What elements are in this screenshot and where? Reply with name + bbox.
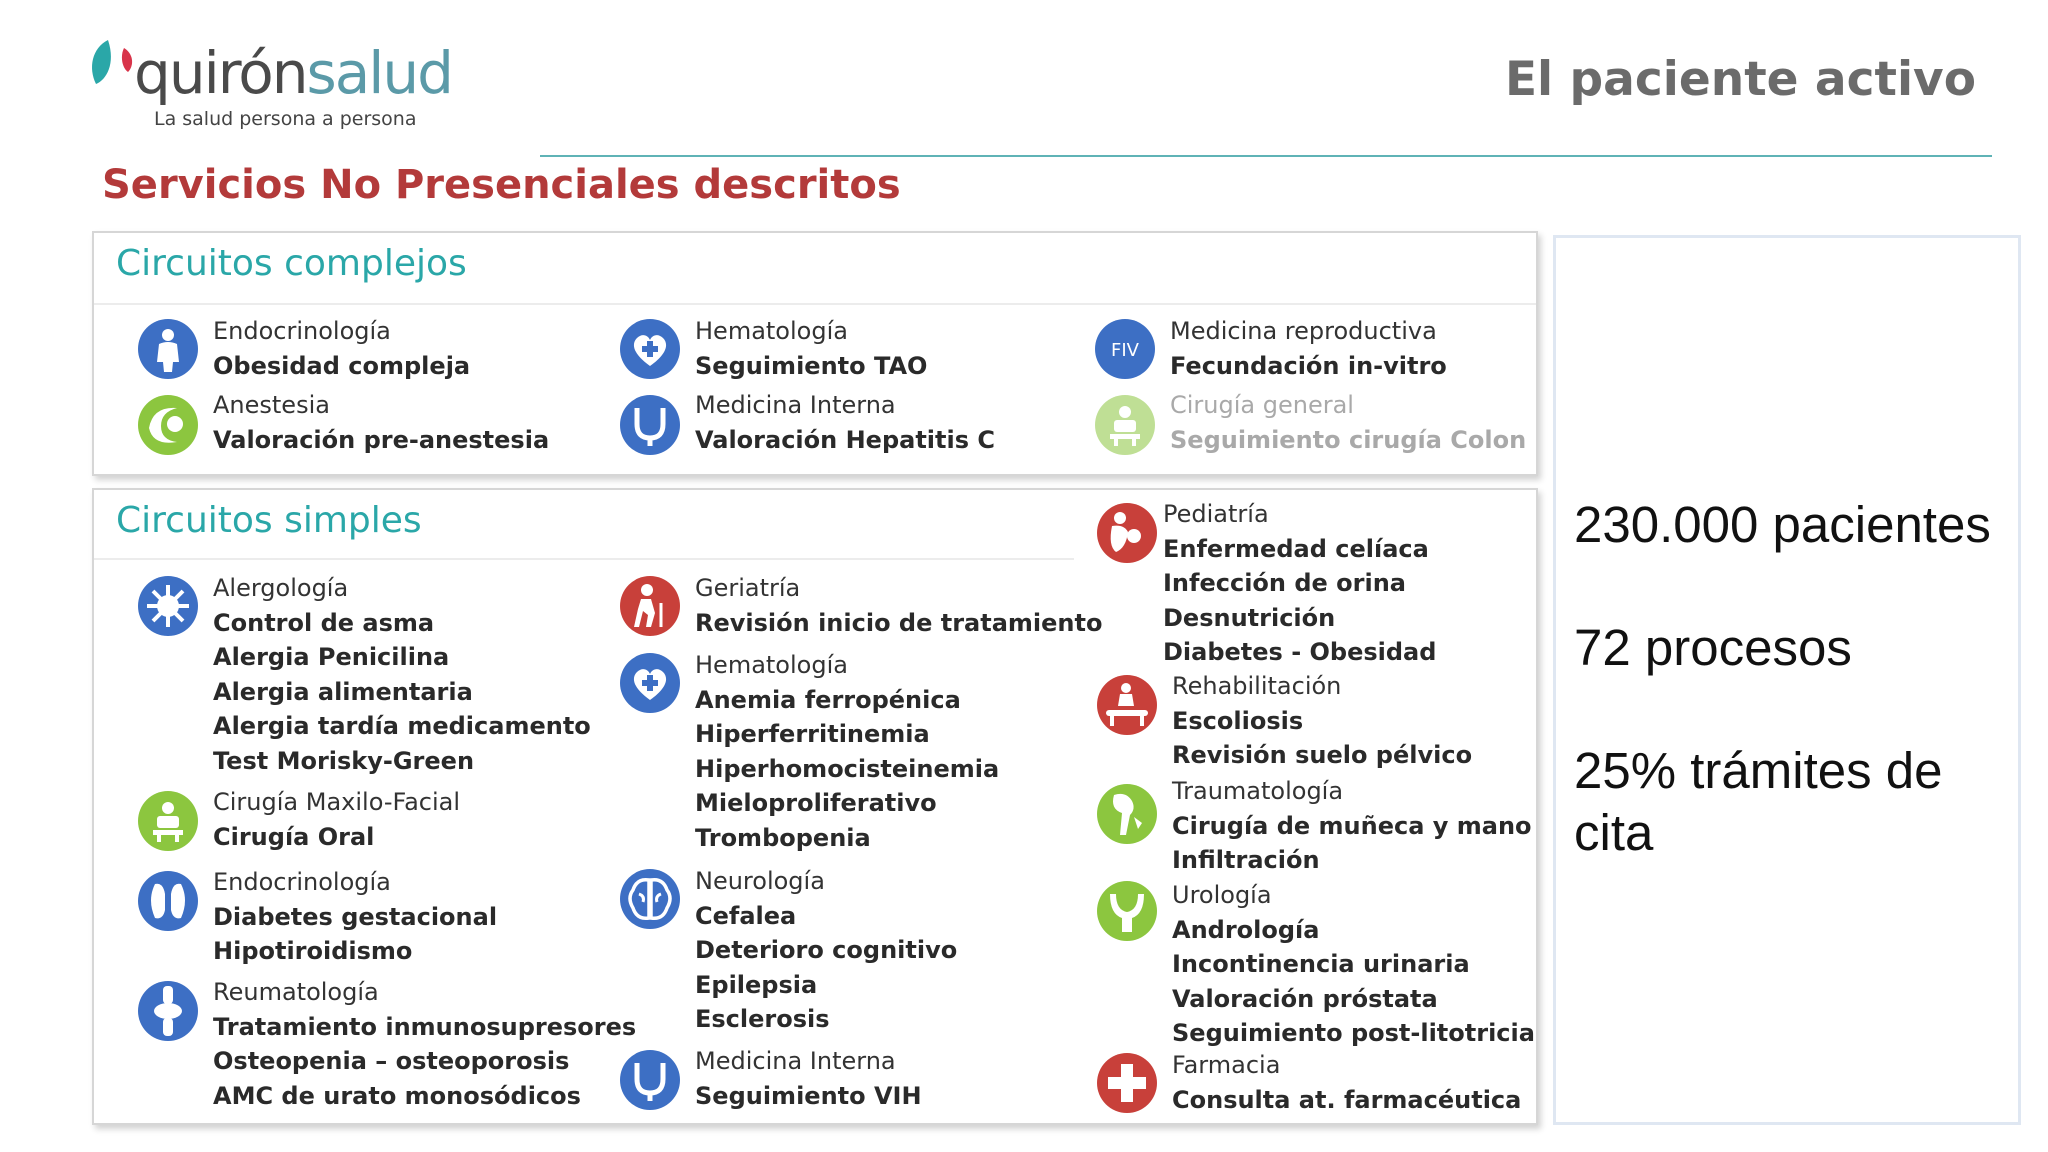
entry-simples-11 <box>1172 878 1535 1051</box>
physio-massage-icon <box>1096 674 1158 736</box>
entry-simples-8 <box>1163 497 1436 670</box>
stat-procesos: 72 procesos <box>1574 619 1852 676</box>
procedure-label: Cefalea <box>695 901 797 930</box>
procedure-label: Andrología <box>1172 915 1320 944</box>
panel-heading-simples: Circuitos simples <box>116 500 422 541</box>
brain-icon <box>619 868 681 930</box>
procedure-label: Alergia alimentaria <box>213 677 473 706</box>
surgeon-icon <box>137 790 199 852</box>
procedure-label: Anemia ferropénica <box>695 685 961 714</box>
procedure-label: Infiltración <box>1172 846 1320 874</box>
specialty-label: Reumatología <box>213 978 379 1006</box>
panel-heading-rule <box>94 558 1074 560</box>
logo-tagline: La salud persona a persona <box>154 108 417 130</box>
specialty-label: Geriatría <box>695 574 801 602</box>
procedure-label: Test Morisky-Green <box>213 746 475 775</box>
procedure-label: Control de asma <box>213 608 435 637</box>
procedure-label: Hiperferritinemia <box>695 720 930 748</box>
specialty-label: Medicina Interna <box>695 391 896 419</box>
specialty-label: Medicina Interna <box>695 1047 896 1075</box>
procedure-label: Tratamiento inmunosupresores <box>213 1012 637 1041</box>
procedure-label: Valoración Hepatitis C <box>695 425 995 454</box>
thyroid-icon <box>137 870 199 932</box>
procedure-label: Incontinencia urinaria <box>1172 950 1470 978</box>
specialty-label: Hematología <box>695 651 848 679</box>
entry-simples-5 <box>695 648 999 855</box>
specialty-label: Urología <box>1172 881 1272 909</box>
entry-complejos-5 <box>1170 388 1526 457</box>
entry-simples-6 <box>695 864 957 1037</box>
stethoscope-icon <box>619 1049 681 1111</box>
elderly-person-icon <box>619 575 681 637</box>
procedure-label: Valoración próstata <box>1172 984 1438 1013</box>
procedure-label: Osteopenia – osteoporosis <box>213 1047 570 1075</box>
surgeon-icon <box>1094 394 1156 456</box>
entry-simples-0 <box>213 571 591 778</box>
stat-pacientes: 230.000 pacientes <box>1574 496 1991 553</box>
panel-heading-rule <box>94 303 1536 305</box>
body-silhouette-icon <box>137 318 199 380</box>
logo-wordmark: quirónsalud <box>134 39 452 107</box>
procedure-label: Seguimiento VIH <box>695 1081 922 1110</box>
procedure-label: Diabetes gestacional <box>213 902 498 931</box>
allergy-virus-icon <box>137 575 199 637</box>
procedure-label: Desnutrición <box>1163 603 1336 632</box>
entry-simples-10 <box>1172 774 1532 878</box>
specialty-label: Farmacia <box>1172 1051 1281 1079</box>
bladder-icon <box>1096 880 1158 942</box>
procedure-label: Cirugía Oral <box>213 822 375 851</box>
specialty-label: Traumatología <box>1172 777 1344 805</box>
entry-simples-1 <box>213 785 460 854</box>
procedure-label: Hipotiroidismo <box>213 937 413 965</box>
entry-simples-4 <box>695 571 1102 640</box>
panel-heading-complejos: Circuitos complejos <box>116 243 467 284</box>
procedure-label: Revisión suelo pélvico <box>1172 741 1473 769</box>
procedure-label: Revisión inicio de tratamiento <box>695 608 1103 637</box>
procedure-label: Enfermedad celíaca <box>1163 534 1429 563</box>
fiv-badge-text: FIV <box>1111 340 1139 361</box>
procedure-label: Seguimiento TAO <box>695 351 928 380</box>
procedure-label: Alergia Penicilina <box>213 643 450 671</box>
entry-simples-7 <box>695 1044 922 1113</box>
procedure-label: Infección de orina <box>1163 569 1406 597</box>
procedure-label: Consulta at. farmacéutica <box>1172 1085 1522 1114</box>
procedure-label: Obesidad compleja <box>213 351 471 380</box>
entry-complejos-4 <box>1170 314 1447 383</box>
procedure-label: Hiperhomocisteinemia <box>695 754 1000 783</box>
pharmacy-cross-icon <box>1096 1052 1158 1114</box>
specialty-label: Rehabilitación <box>1172 672 1342 700</box>
specialty-label: Hematología <box>695 317 848 345</box>
procedure-label: AMC de urato monosódicos <box>213 1081 581 1110</box>
specialty-label: Pediatría <box>1163 500 1269 528</box>
slide-title: El paciente activo <box>1504 52 1976 107</box>
stats-panel <box>1553 235 2021 1125</box>
mother-baby-icon <box>1096 502 1158 564</box>
entry-complejos-0 <box>213 314 470 383</box>
heart-plus-icon <box>619 318 681 380</box>
specialty-label: Medicina reproductiva <box>1170 317 1437 345</box>
fiv-badge-icon <box>1094 318 1156 380</box>
procedure-label: Deterioro cognitivo <box>695 936 958 964</box>
entry-complejos-3 <box>695 388 995 457</box>
specialty-label: Neurología <box>695 867 825 895</box>
procedure-label: Escoliosis <box>1172 706 1304 735</box>
procedure-label: Valoración pre-anestesia <box>213 425 550 454</box>
title-divider <box>540 155 1992 157</box>
procedure-label: Seguimiento cirugía Colon <box>1170 425 1527 454</box>
procedure-label: Diabetes - Obesidad <box>1163 638 1437 666</box>
section-title: Servicios No Presenciales descritos <box>102 162 901 208</box>
specialty-label: Endocrinología <box>213 317 391 345</box>
procedure-label: Epilepsia <box>695 970 818 999</box>
quironsalud-logo-mark-icon <box>86 34 138 94</box>
entry-simples-9 <box>1172 669 1472 773</box>
entry-complejos-1 <box>213 388 549 457</box>
procedure-label: Fecundación in-vitro <box>1170 351 1447 380</box>
procedure-label: Trombopenia <box>695 823 871 852</box>
specialty-label: Anestesia <box>213 391 330 419</box>
procedure-label: Seguimiento post-litotricia <box>1172 1019 1535 1047</box>
procedure-label: Esclerosis <box>695 1005 830 1033</box>
specialty-label: Cirugía general <box>1170 391 1354 419</box>
specialty-label: Endocrinología <box>213 868 391 896</box>
knee-joint-icon <box>137 980 199 1042</box>
stat-tramites: 25% trámites de cita <box>1574 742 1943 861</box>
procedure-label: Mieloproliferativo <box>695 789 937 817</box>
procedure-label: Alergia tardía medicamento <box>213 712 591 740</box>
entry-simples-3 <box>213 975 636 1113</box>
entry-complejos-2 <box>695 314 927 383</box>
entry-simples-12 <box>1172 1048 1521 1117</box>
bone-icon <box>1096 783 1158 845</box>
stethoscope-icon <box>619 394 681 456</box>
heart-plus-icon <box>619 652 681 714</box>
entry-simples-2 <box>213 865 497 969</box>
anesthesia-face-icon <box>137 394 199 456</box>
specialty-label: Alergología <box>213 574 349 602</box>
procedure-label: Cirugía de muñeca y mano <box>1172 811 1532 840</box>
specialty-label: Cirugía Maxilo-Facial <box>213 788 461 816</box>
